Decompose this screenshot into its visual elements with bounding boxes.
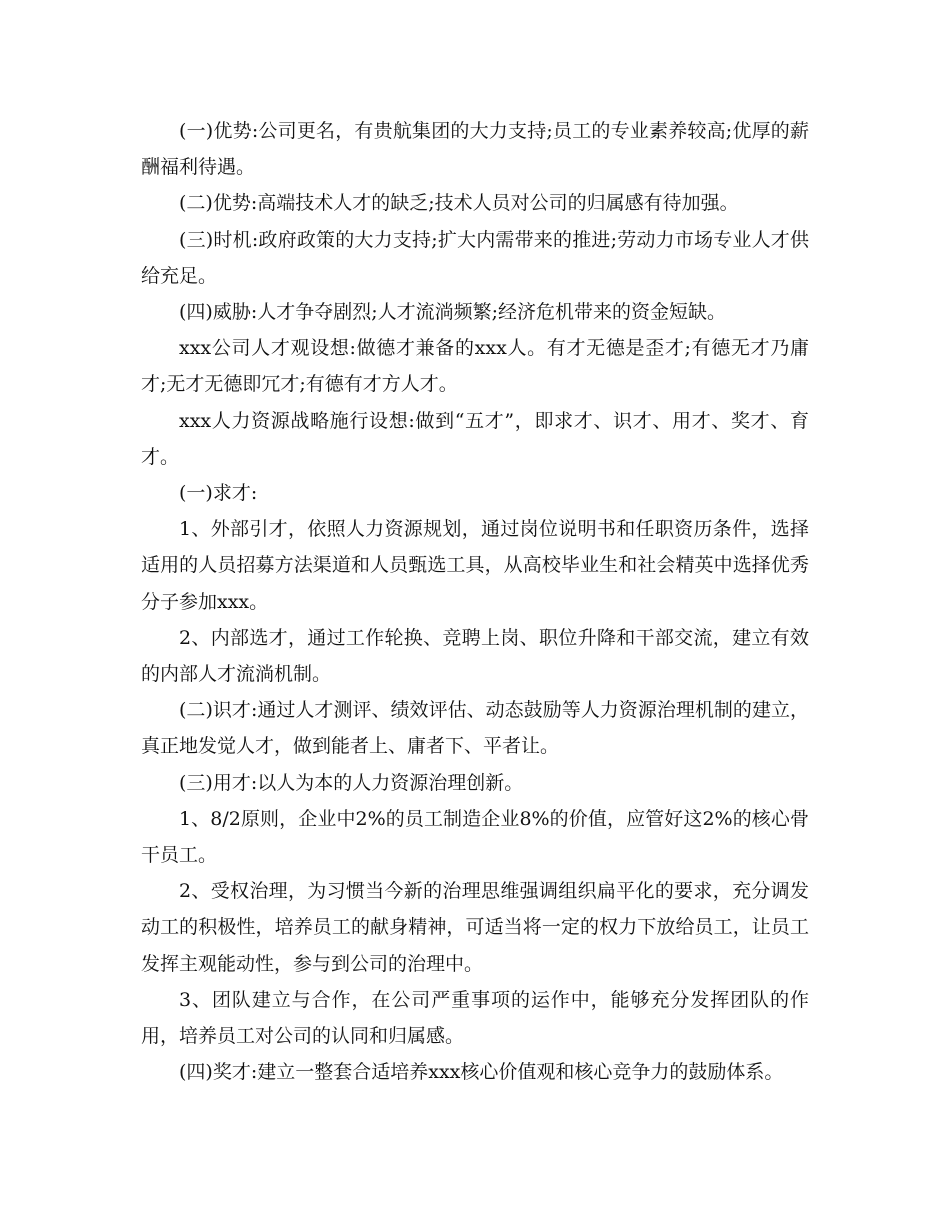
paragraph-identify-talent: (二)识才:通过人才测评、绩效评估、动态鼓励等人力资源治理机制的建立，真正地发觉人才，做到能者上、庸者下、平者让。 bbox=[141, 699, 809, 758]
paragraph-strength-1: (一)优势:公司更名，有贵航集团的大力支持;员工的专业素养较高;优厚的薪酬福利待遇。 bbox=[141, 120, 809, 179]
paragraph-teamwork: 3、团队建立与合作，在公司严重事项的运作中，能够充分发挥团队的作用，培养员工对公司的认同和归属感。 bbox=[141, 988, 809, 1048]
paragraph-opportunity: (三)时机:政府政策的大力支持;扩大内需带来的推进;劳动力市场专业人才供给充足。 bbox=[141, 228, 809, 287]
paragraph-hr-strategy: xxx人力资源战略施行设想:做到“五才”，即求才、识才、用才、奖才、育才。 bbox=[141, 409, 809, 468]
paragraph-internal-select: 2、内部选才，通过工作轮换、竞聘上岗、职位升降和干部交流，建立有效的内部人才流淌机制。 bbox=[141, 626, 809, 686]
paragraph-empowerment: 2、受权治理，为习惯当今新的治理思维强调组织扁平化的要求，充分调发动工的积极性，培养员工的献身精神，可适当将一定的权力下放给员工，让员工发挥主观能动性，参与到公司的治理中。 bbox=[141, 880, 809, 975]
paragraph-talent-concept: xxx公司人才观设想:做德才兼备的xxx人。有才无德是歪才;有德无才乃庸才;无才无德即冗才;有德有才方人才。 bbox=[141, 337, 809, 396]
paragraph-reward-talent: (四)奖才:建立一整套合适培养xxx核心价值观和核心竞争力的鼓励体系。 bbox=[179, 1061, 784, 1084]
paragraph-strength-2: (二)优势:高端技术人才的缺乏;技术人员对公司的归属感有待加强。 bbox=[179, 192, 739, 215]
heading-seek-talent: (一)求才: bbox=[179, 482, 258, 505]
paragraph-threat: (四)威胁:人才争夺剧烈;人才流淌频繁;经济危机带来的资金短缺。 bbox=[179, 301, 727, 324]
paragraph-external-recruit: 1、外部引才，依照人力资源规划，通过岗位说明书和任职资历条件，选择适用的人员招募方法渠道和人员甄选工具，从高校毕业生和社会精英中选择优秀分子参加xxx。 bbox=[141, 518, 809, 613]
document-body bbox=[141, 113, 809, 1090]
paragraph-82-principle: 1、8/2原则，企业中2%的员工制造企业8%的价值，应管好这2%的核心骨干员工。 bbox=[141, 807, 809, 867]
heading-use-talent: (三)用才:以人为本的人力资源治理创新。 bbox=[179, 771, 524, 794]
